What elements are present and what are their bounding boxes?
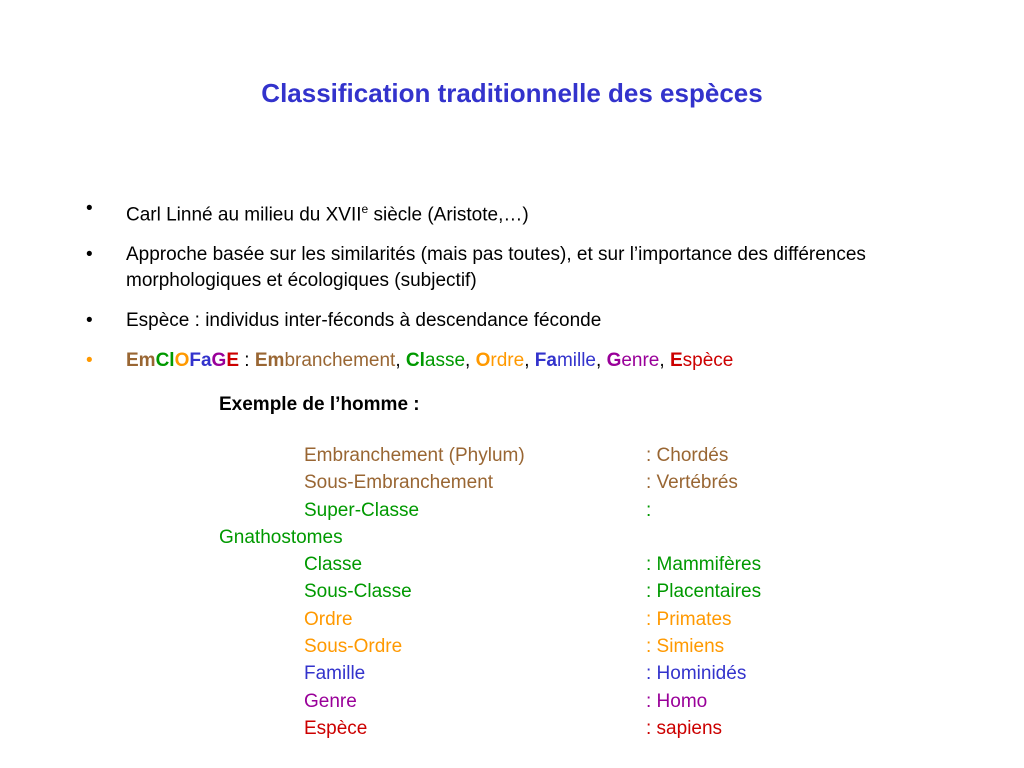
table-row: [0, 609, 1024, 636]
table-row: [0, 527, 1024, 554]
table-row: [0, 663, 1024, 690]
mnemonic-genre: Genre: [606, 350, 660, 372]
table-row: [0, 718, 1024, 745]
bullet-approach-text: Approche basée sur les similarités (mais pas toutes), et sur l’importance des différences morphologiques et écologiques (subjectif): [126, 244, 866, 292]
bullet-approach: [86, 242, 966, 294]
example-heading: Exemple de l’homme :: [219, 394, 420, 415]
table-row: [0, 472, 1024, 499]
rank-label: Genre: [304, 690, 357, 712]
bullet-species-text: Espèce : individus inter-féconds à descendance féconde: [126, 310, 602, 332]
rank-label: Super-Classe: [304, 499, 420, 521]
taxonomy-table: [0, 445, 1024, 745]
rank-value: :: [646, 499, 652, 521]
bullet-linne-text: Carl Linné au milieu du XVII: [126, 204, 362, 226]
bullet-species: [86, 308, 966, 334]
rank-value: : sapiens: [646, 717, 723, 739]
rank-value: : Mammifères: [646, 554, 762, 576]
bullet-linne: [86, 196, 966, 228]
rank-label: Sous-Embranchement: [304, 472, 494, 494]
bullet-linne-sup: e: [361, 202, 369, 216]
mnemonic-famille: Famille: [534, 350, 596, 372]
table-row: [0, 500, 1024, 527]
bullet-dot: •: [86, 350, 93, 372]
rank-value: : Primates: [646, 608, 732, 630]
table-row: [0, 554, 1024, 581]
bullet-dot: •: [86, 244, 93, 266]
rank-label: Embranchement (Phylum): [304, 445, 525, 466]
rank-value: : Simiens: [646, 636, 725, 658]
rank-label: Gnathostomes: [219, 526, 343, 548]
rank-label: Famille: [304, 663, 366, 685]
rank-value: : Hominidés: [646, 663, 747, 685]
rank-label: Espèce: [304, 717, 368, 739]
mnemonic-ordre: Ordre: [475, 350, 525, 372]
slide-title: Classification traditionnelle des espèces: [261, 78, 763, 108]
rank-value: : Homo: [646, 690, 708, 712]
mnemonic-classe: Classe: [405, 350, 466, 372]
rank-value: : Vertébrés: [646, 472, 738, 494]
table-row: [0, 691, 1024, 718]
mnemonic-sep: :: [239, 350, 255, 372]
mnemonic-embranchement: Embranchement: [254, 350, 396, 372]
bullet-list: [86, 196, 966, 388]
rank-label: Sous-Ordre: [304, 636, 403, 658]
rank-label: Ordre: [304, 608, 353, 630]
bullet-mnemonic: • EmClOFaGE : Embranchement, Classe, Ordre, Famille, Genre, Espèce: [86, 348, 966, 374]
bullet-dot: •: [86, 310, 93, 332]
table-row: [0, 445, 1024, 472]
bullet-dot: •: [86, 198, 93, 219]
rank-value: : Placentaires: [646, 581, 762, 603]
mnemonic-espece: Espèce: [669, 350, 734, 372]
rank-label: Sous-Classe: [304, 581, 412, 603]
table-row: [0, 636, 1024, 663]
rank-label: Classe: [304, 554, 363, 576]
mnemonic-acronym: EmClOFaGE: [126, 350, 240, 372]
rank-value: : Chordés: [646, 445, 729, 466]
table-row: [0, 581, 1024, 608]
bullet-linne-rest: siècle (Aristote,…): [368, 204, 529, 226]
